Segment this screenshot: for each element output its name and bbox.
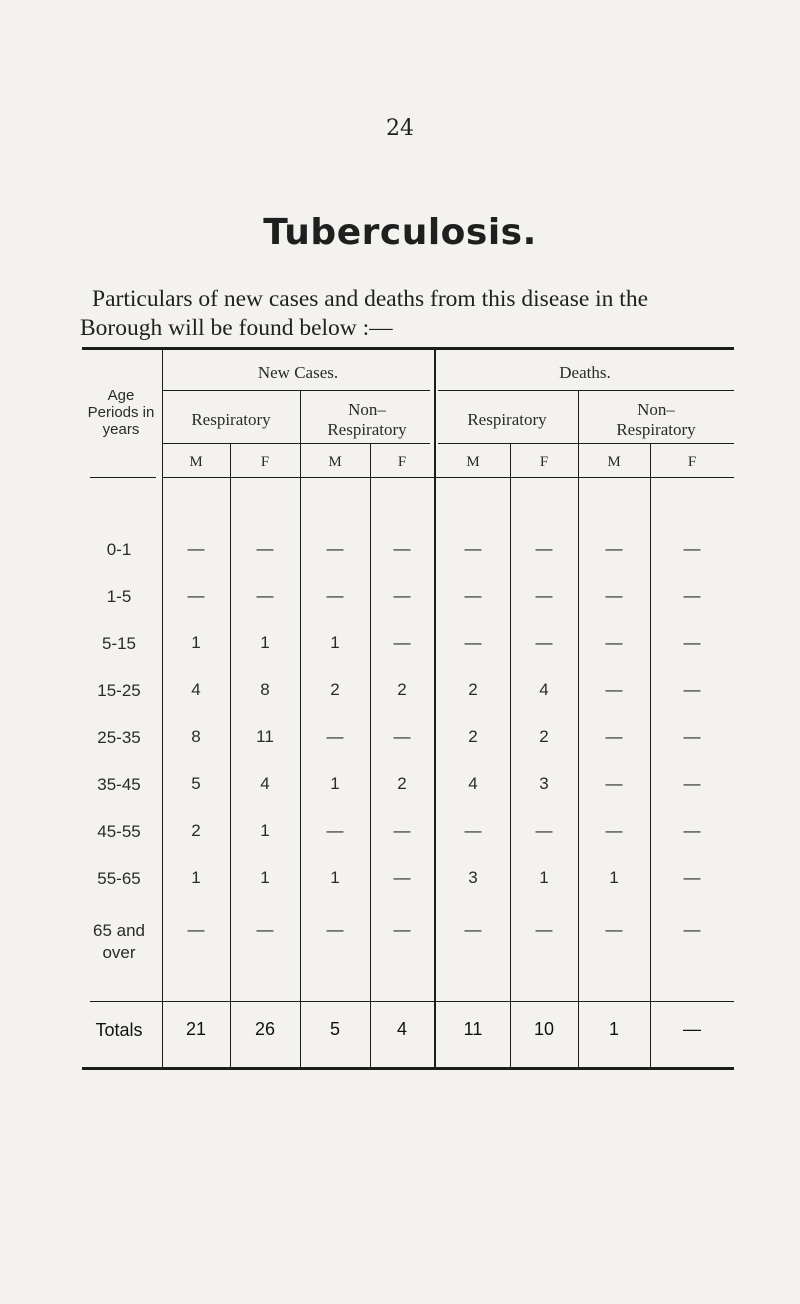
intro-line-1: Particulars of new cases and deaths from this disease in the [92,286,649,312]
age-period-label: 5-15 [101,634,137,653]
age-period-label: 25-35 [97,728,141,747]
table-cell: — [256,920,274,939]
table-cell: — [535,821,553,840]
table-cell: — [393,920,411,939]
table-cell: 1 [330,774,340,793]
table-cell: 2 [539,727,549,746]
new-respiratory-header: Respiratory [191,410,271,429]
table-cell: — [683,680,701,699]
divider-deaths-resp-nonresp [578,390,579,1067]
sex-header-rule [162,477,734,478]
sex-header: F [397,454,407,470]
table-cell: — [326,586,344,605]
age-period-label: 35-45 [97,775,141,794]
group-header-rule-deaths [438,390,734,391]
table-cell: 2 [468,680,478,699]
deaths-respiratory-header: Respiratory [467,410,547,429]
table-cell: — [256,586,274,605]
age-period-label: 1-5 [106,587,132,606]
table-cell: 8 [260,680,270,699]
age-period-label: 15-25 [97,681,141,700]
totals-cell: 5 [329,1019,340,1039]
table-cell: — [605,920,623,939]
table-cell: 1 [609,868,619,887]
table-cell: 2 [468,727,478,746]
table-cell: — [535,633,553,652]
page-number: 24 [386,116,414,141]
totals-cell: — [683,1019,701,1039]
new-non-respiratory-header: Non– Respiratory [327,400,407,439]
table-cell: — [464,920,482,939]
table-cell: 1 [539,868,549,887]
table-cell: 3 [468,868,478,887]
table-cell: — [393,586,411,605]
table-cell: — [683,868,701,887]
table-cell: — [605,539,623,558]
table-cell: 11 [256,727,274,746]
divider-new-nonresp-mf [370,443,371,1067]
table-cell: 8 [191,727,201,746]
totals-cell: 26 [254,1019,276,1039]
sex-header-rule-age [90,477,156,478]
sex-header: M [466,454,480,470]
divider-deaths-nonresp-mf [650,443,651,1067]
table-cell: — [187,920,205,939]
totals-cell: 11 [463,1019,483,1039]
table-cell: — [535,920,553,939]
top-rule [82,347,734,350]
table-cell: — [464,586,482,605]
table-cell: — [605,586,623,605]
table-cell: 4 [468,774,478,793]
table-cell: — [683,727,701,746]
intro-line-2: Borough will be found below :— [80,315,393,341]
table-cell: — [256,539,274,558]
table-cell: 1 [191,868,201,887]
table-cell: — [393,821,411,840]
totals-cell: 21 [185,1019,207,1039]
age-period-label: 45-55 [97,822,141,841]
totals-label: Totals [95,1020,143,1040]
totals-cell: 4 [396,1019,407,1039]
totals-top-rule [90,1001,734,1002]
table-cell: — [326,920,344,939]
table-cell: 2 [330,680,340,699]
table-cell: 4 [191,680,201,699]
table-cell: — [605,727,623,746]
table-cell: — [393,539,411,558]
table-cell: — [393,727,411,746]
table-cell: — [187,586,205,605]
table-cell: — [605,821,623,840]
totals-cell: 10 [533,1019,555,1039]
totals-cell: 1 [608,1019,619,1039]
subheader-rule-deaths [438,443,734,444]
table-cell: — [683,920,701,939]
bottom-rule [82,1067,734,1070]
table-cell: — [187,539,205,558]
table-cell: 1 [330,633,340,652]
intro-paragraph [80,285,732,343]
sex-header: F [687,454,697,470]
page-title: Tuberculosis. [263,212,537,253]
table-cell: — [535,586,553,605]
table-cell: 1 [191,633,201,652]
table-cell: — [326,539,344,558]
group-header-rule-new [162,390,430,391]
table-cell: — [393,633,411,652]
table-cell: 3 [539,774,549,793]
table-cell: 1 [260,633,270,652]
table-cell: — [683,586,701,605]
table-cell: — [393,868,411,887]
tuberculosis-table [82,347,734,1072]
table-cell: — [605,774,623,793]
deaths-header: Deaths. [559,363,611,382]
table-cell: — [683,821,701,840]
table-cell: — [605,680,623,699]
table-cell: 5 [191,774,201,793]
divider-new-resp-mf [230,443,231,1067]
sex-header: M [607,454,621,470]
table-cell: 4 [539,680,549,699]
table-cell: 2 [397,774,407,793]
table-cell: — [605,633,623,652]
table-cell: — [464,821,482,840]
divider-deaths-resp-mf [510,443,511,1067]
table-cell: 1 [260,868,270,887]
new-cases-header: New Cases. [257,363,339,382]
table-cell: — [683,774,701,793]
table-cell: — [326,727,344,746]
table-cell: — [464,539,482,558]
table-cell: 1 [330,868,340,887]
table-cell: — [683,633,701,652]
table-cell: — [326,821,344,840]
table-cell: — [683,539,701,558]
table-cell: 1 [260,821,270,840]
table-cell: 2 [397,680,407,699]
sex-header: F [260,454,270,470]
table-cell: — [535,539,553,558]
table-cell: 2 [191,821,201,840]
sex-header: M [328,454,342,470]
deaths-non-respiratory-header: Non– Respiratory [616,400,696,439]
table-cell: — [464,633,482,652]
age-period-label: 0-1 [106,540,132,559]
sex-header: M [189,454,203,470]
sex-header: F [539,454,549,470]
age-period-label: 65 and over [93,921,145,962]
age-period-label: 55-65 [97,869,141,888]
subheader-rule-new [162,443,430,444]
divider-new-resp-nonresp [300,390,301,1067]
table-cell: 4 [260,774,270,793]
age-periods-header: Age Periods in years [87,387,155,438]
